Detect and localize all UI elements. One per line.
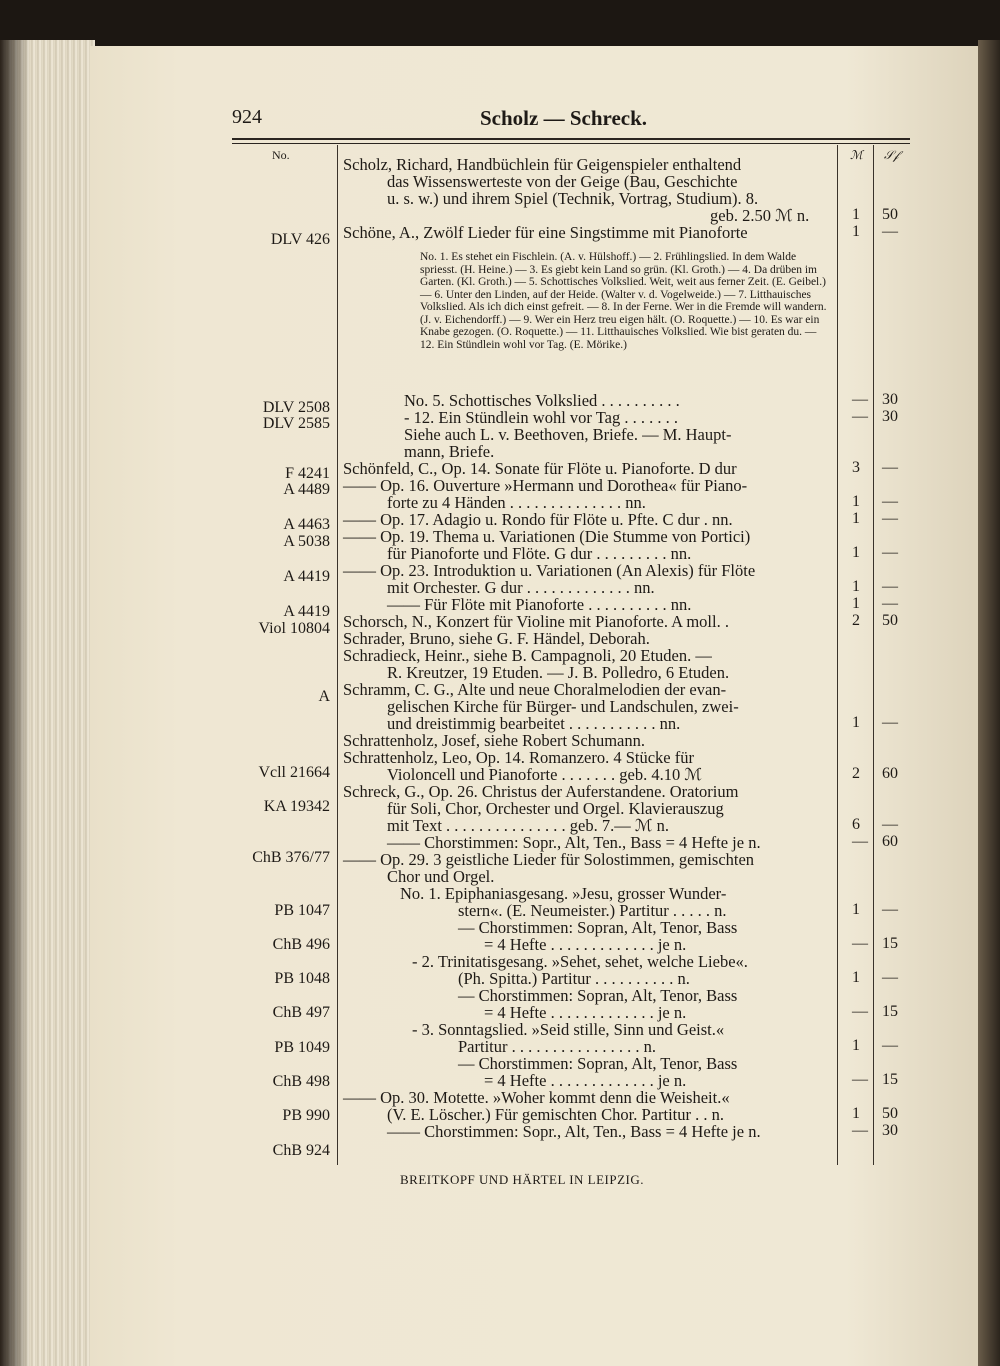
price-mark: 1 [852, 206, 860, 223]
entry-line: stern«. (E. Neumeister.) Partitur . . . . . n. [458, 901, 727, 920]
price-pf: 50 [882, 612, 898, 629]
catalog-number: A 5038 [283, 533, 330, 550]
catalog-number: PB 990 [282, 1107, 330, 1124]
entry-line: Schrader, Bruno, siehe G. F. Händel, Deborah. [343, 629, 650, 648]
price-mark: 1 [852, 1037, 860, 1054]
price-pf: 30 [882, 408, 898, 425]
entry-line: und dreistimmig bearbeitet . . . . . . . . . . . nn. [387, 714, 681, 733]
entry-line: Schrattenholz, Josef, siehe Robert Schumann. [343, 731, 645, 750]
price-pf: — [882, 816, 898, 833]
catalog-number: ChB 924 [272, 1142, 330, 1159]
entry-line: (Ph. Spitta.) Partitur . . . . . . . . . . n. [458, 969, 690, 988]
price-pf: 50 [882, 206, 898, 223]
entry-line: Schreck, G., Op. 26. Christus der Auferstandene. Oratorium [343, 782, 739, 801]
entry-line: —— Op. 30. Motette. »Woher kommt denn die Weisheit.« [343, 1088, 730, 1107]
page-edges [0, 40, 95, 1366]
book-spine-background [0, 0, 1000, 48]
entry-line: R. Kreutzer, 19 Etuden. — J. B. Polledro, 6 Etuden. [387, 663, 730, 682]
song-list-small-print: No. 1. Es stehet ein Fischlein. (A. v. Hülshoff.) — 2. Frühlingslied. In dem Walde spriesst. (H. Heine.) — 3. Es giebt kein Land so grün. (Kl. Groth.) — 4. Da drüben im Garten. (Kl. Groth.) — 5. Schottisches Volkslied. Weit, weit aus ferner Zeit. (E. Geibel.) — 6. Unter den Linden, auf der Heide. (Walter v. d. Vogelweide.) — 7. Litthauisches Volkslied. Als ich dich einst gefreit. — 8. In der Ferne. Wer in die Fremde will wandern. (J. v. Eichendorff.) — 9. Wer ein Herz treu eigen hält. (O. Roquette.) — 10. Es war ein Knabe gezogen. (O. Roquette.) — 11. Litthauisches Volkslied. Wie bist geraten du. — 12. Ein Stündlein wohl vor Tag. (E. Mörike.) [420, 251, 827, 351]
catalog-number: PB 1048 [274, 970, 330, 987]
catalog-number: PB 1049 [274, 1039, 330, 1056]
entry-line: —— Op. 17. Adagio u. Rondo für Flöte u. Pfte. C dur . nn. [343, 510, 733, 529]
column-header-pf: 𝒮𝒻 [884, 148, 899, 162]
price-mark: 1 [852, 714, 860, 731]
entry-line: Schrattenholz, Leo, Op. 14. Romanzero. 4 Stücke für [343, 748, 694, 767]
column-divider-left [337, 145, 338, 1165]
price-pf: 30 [882, 391, 898, 408]
entry-line: —— Chorstimmen: Sopr., Alt, Ten., Bass = 4 Hefte je n. [387, 1122, 761, 1141]
price-mark: — [852, 391, 868, 408]
entry-line: für Pianoforte und Flöte. G dur . . . . . . . . . nn. [387, 544, 692, 563]
price-mark: 3 [852, 459, 860, 476]
price-pf: — [882, 714, 898, 731]
price-mark: 1 [852, 544, 860, 561]
price-pf: 30 [882, 1122, 898, 1139]
price-mark: 6 [852, 816, 860, 833]
price-mark: 1 [852, 493, 860, 510]
entry-line: mit Orchester. G dur . . . . . . . . . . . . . nn. [387, 578, 655, 597]
catalog-number: ChB 497 [272, 1004, 330, 1021]
entry-line: Violoncell und Pianoforte . . . . . . . geb. 4.10 ℳ [387, 765, 702, 784]
entry-line: —— Chorstimmen: Sopr., Alt, Ten., Bass = 4 Hefte je n. [387, 833, 761, 852]
catalog-number: F 4241 [285, 465, 330, 482]
entry-line: No. 1. Epiphaniasgesang. »Jesu, grosser Wunder- [400, 884, 727, 903]
catalog-number: ChB 496 [272, 936, 330, 953]
catalog-number: ChB 376/77 [252, 849, 330, 866]
header-rule [232, 138, 910, 140]
entry-line: Schöne, A., Zwölf Lieder für eine Singstimme mit Pianoforte [343, 223, 748, 242]
price-mark: — [852, 1003, 868, 1020]
price-mark: 1 [852, 901, 860, 918]
entry-line: Schorsch, N., Konzert für Violine mit Pianoforte. A moll. . [343, 612, 729, 631]
catalog-number: A 4419 [283, 603, 330, 620]
price-pf: 15 [882, 1003, 898, 1020]
entry-line: u. s. w.) und ihrem Spiel (Technik, Vortrag, Studium). 8. [387, 189, 759, 208]
price-pf: 50 [882, 1105, 898, 1122]
price-mark: — [852, 1071, 868, 1088]
entry-line: = 4 Hefte . . . . . . . . . . . . . je n. [484, 935, 687, 954]
entry-line: = 4 Hefte . . . . . . . . . . . . . je n. [484, 1003, 687, 1022]
price-mark: 2 [852, 612, 860, 629]
facing-page-shadow [978, 40, 1000, 1366]
price-pf: — [882, 223, 898, 240]
catalog-number: A 4419 [283, 568, 330, 585]
column-divider-pf [873, 145, 874, 1165]
entry-line: — Chorstimmen: Sopran, Alt, Tenor, Bass [458, 918, 738, 937]
price-mark: 1 [852, 1105, 860, 1122]
page-number: 924 [232, 106, 262, 128]
price-mark: 1 [852, 578, 860, 595]
catalog-number: A [318, 688, 330, 705]
catalog-number: DLV 2585 [262, 415, 330, 432]
price-pf: 15 [882, 935, 898, 952]
column-header-no: No. [272, 148, 290, 162]
price-pf: — [882, 578, 898, 595]
price-mark: — [852, 935, 868, 952]
entry-line: Schradieck, Heinr., siehe B. Campagnoli, 20 Etuden. — [343, 646, 712, 665]
entry-line: —— Op. 16. Ouverture »Hermann und Dorothea« für Piano- [343, 476, 748, 495]
catalog-number: A 4463 [283, 516, 330, 533]
entry-line: geb. 2.50 ℳ n. [710, 206, 810, 225]
entry-line: (V. E. Löscher.) Für gemischten Chor. Partitur . . n. [387, 1105, 724, 1124]
catalog-number: ChB 498 [272, 1073, 330, 1090]
price-pf: — [882, 510, 898, 527]
entry-line: forte zu 4 Händen . . . . . . . . . . . . . . nn. [387, 493, 646, 512]
price-pf: — [882, 969, 898, 986]
price-mark: — [852, 833, 868, 850]
entry-line: mann, Briefe. [404, 442, 495, 461]
price-mark: 2 [852, 765, 860, 782]
entry-line: Chor und Orgel. [387, 867, 495, 886]
entry-line: Schramm, C. G., Alte und neue Choralmelodien der evan- [343, 680, 727, 699]
entry-line: mit Text . . . . . . . . . . . . . . . geb. 7.— ℳ n. [387, 816, 670, 835]
entry-line: - 12. Ein Stündlein wohl vor Tag . . . . . . . [404, 408, 678, 427]
catalog-number: KA 19342 [263, 798, 330, 815]
entry-line: - 3. Sonntagslied. »Seid stille, Sinn und Geist.« [412, 1020, 725, 1039]
entry-line: —— Op. 19. Thema u. Variationen (Die Stumme von Portici) [343, 527, 751, 546]
catalog-number: DLV 426 [270, 231, 330, 248]
column-divider-price [837, 145, 838, 1165]
catalog-number: Vcll 21664 [258, 764, 330, 781]
price-pf: — [882, 901, 898, 918]
price-pf: — [882, 544, 898, 561]
price-pf: — [882, 595, 898, 612]
entry-line: das Wissenswerteste von der Geige (Bau, Geschichte [387, 172, 738, 191]
entry-line: — Chorstimmen: Sopran, Alt, Tenor, Bass [458, 986, 738, 1005]
entry-line: Scholz, Richard, Handbüchlein für Geigenspieler enthaltend [343, 155, 742, 174]
price-mark: 1 [852, 223, 860, 240]
price-mark: 1 [852, 510, 860, 527]
price-mark: — [852, 408, 868, 425]
price-mark: 1 [852, 969, 860, 986]
price-pf: 15 [882, 1071, 898, 1088]
catalog-number: Viol 10804 [258, 620, 330, 637]
price-pf: — [882, 1037, 898, 1054]
price-pf: 60 [882, 833, 898, 850]
entry-line: —— Op. 29. 3 geistliche Lieder für Solostimmen, gemischten [343, 850, 755, 869]
entry-line: No. 5. Schottisches Volkslied . . . . . . . . . . [404, 391, 680, 410]
catalog-number: PB 1047 [274, 902, 330, 919]
price-pf: — [882, 493, 898, 510]
entry-line: - 2. Trinitatisgesang. »Sehet, sehet, welche Liebe«. [412, 952, 748, 971]
entry-line: gelischen Kirche für Bürger- und Landschulen, zwei- [387, 697, 739, 716]
entry-line: —— Op. 23. Introduktion u. Variationen (An Alexis) für Flöte [343, 561, 756, 580]
publisher-footer: BREITKOPF UND HÄRTEL IN LEIPZIG. [400, 1172, 645, 1187]
catalog-number: DLV 2508 [262, 399, 330, 416]
entry-line: für Soli, Chor, Orchester und Orgel. Klavierauszug [387, 799, 724, 818]
entry-line: — Chorstimmen: Sopran, Alt, Tenor, Bass [458, 1054, 738, 1073]
entry-line: Siehe auch L. v. Beethoven, Briefe. — M. Haupt- [404, 425, 732, 444]
header-rule-thin [232, 143, 910, 144]
entry-line: = 4 Hefte . . . . . . . . . . . . . je n. [484, 1071, 687, 1090]
price-pf: — [882, 459, 898, 476]
price-pf: 60 [882, 765, 898, 782]
price-mark: — [852, 1122, 868, 1139]
catalog-number: A 4489 [283, 481, 330, 498]
column-header-mark: ℳ [850, 148, 863, 162]
entry-line: —— Für Flöte mit Pianoforte . . . . . . . . . . nn. [387, 595, 692, 614]
page-title: Scholz — Schreck. [480, 106, 648, 130]
entry-line: Partitur . . . . . . . . . . . . . . . . n. [458, 1037, 656, 1056]
entry-line: Schönfeld, C., Op. 14. Sonate für Flöte u. Pianoforte. D dur [343, 459, 737, 478]
price-mark: 1 [852, 595, 860, 612]
